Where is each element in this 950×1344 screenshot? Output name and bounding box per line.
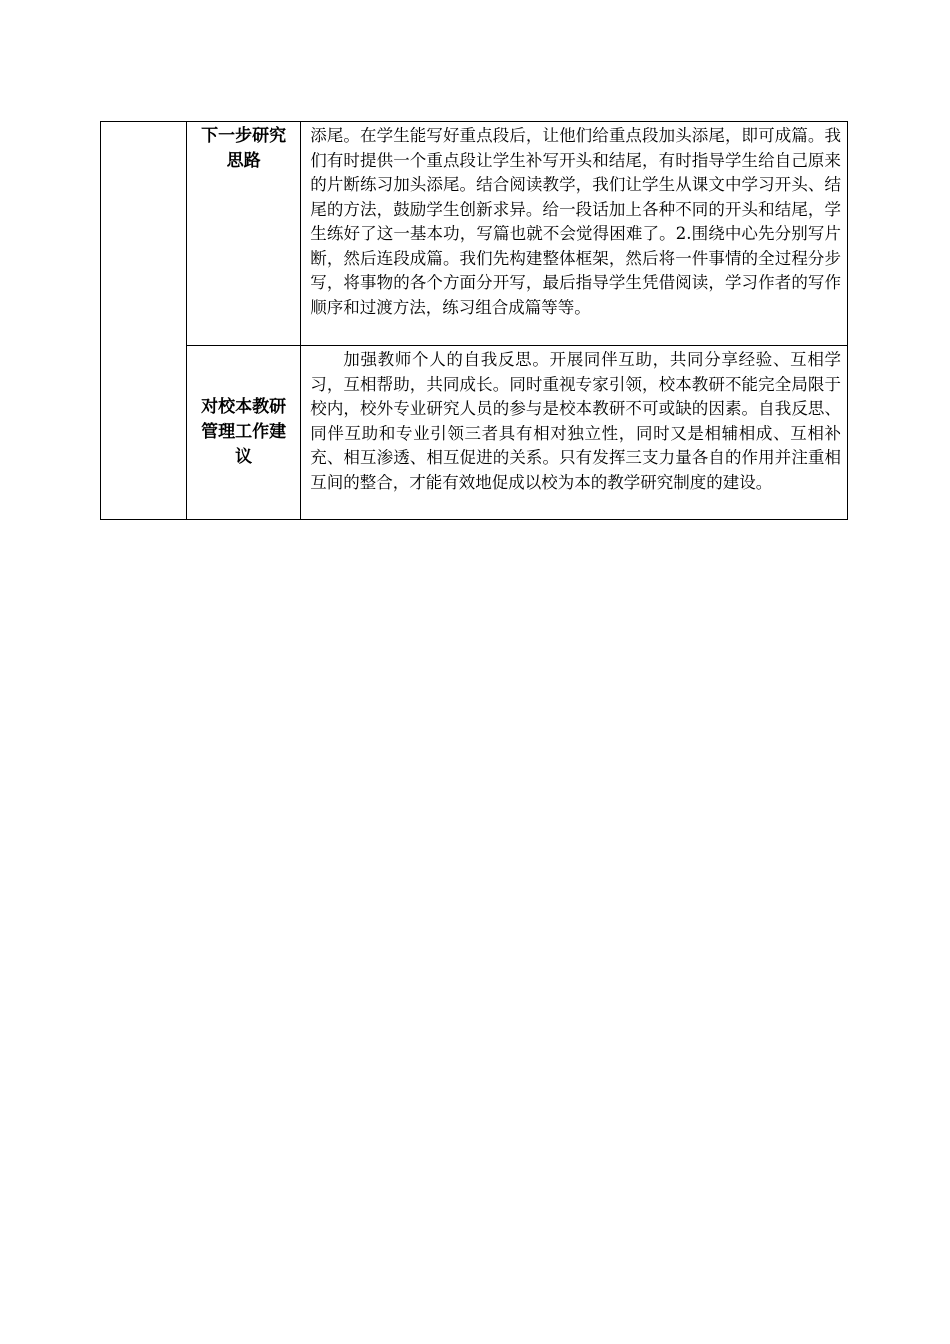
content-table [100, 121, 848, 520]
table-row-suggestions [101, 346, 848, 520]
row-label-suggestions: 对校本教研管理工作建议 [187, 346, 301, 520]
row-text-suggestions: 加强教师个人的自我反思。开展同伴互助，共同分享经验、互相学习，互相帮助，共同成长。同时重视专家引领，校本教研不能完全局限于校内，校外专业研究人员的参与是校本教研不可或缺的因素。自我反思、同伴互助和专业引领三者具有相对独立性，同时又是相辅相成、互相补充、相互渗透、相互促进的关系。只有发挥三支力量各自的作用并注重相互间的整合，才能有效地促成以校为本的教学研究制度的建设。 [301, 346, 848, 520]
blank-merged-cell [101, 122, 187, 520]
row-label-next-research: 下一步研究思路 [187, 122, 301, 346]
row-text-next-research: 添尾。在学生能写好重点段后，让他们给重点段加头添尾，即可成篇。我们有时提供一个重点段让学生补写开头和结尾，有时指导学生给自己原来的片断练习加头添尾。结合阅读教学，我们让学生从课文中学习开头、结尾的方法，鼓励学生创新求异。给一段话加上各种不同的开头和结尾，学生练好了这一基本功，写篇也就不会觉得困难了。2.围绕中心先分别写片断，然后连段成篇。我们先构建整体框架，然后将一件事情的全过程分步写，将事物的各个方面分开写，最后指导学生凭借阅读，学习作者的写作顺序和过渡方法，练习组合成篇等等。 [301, 122, 848, 346]
table-row-research-plan [101, 122, 848, 346]
